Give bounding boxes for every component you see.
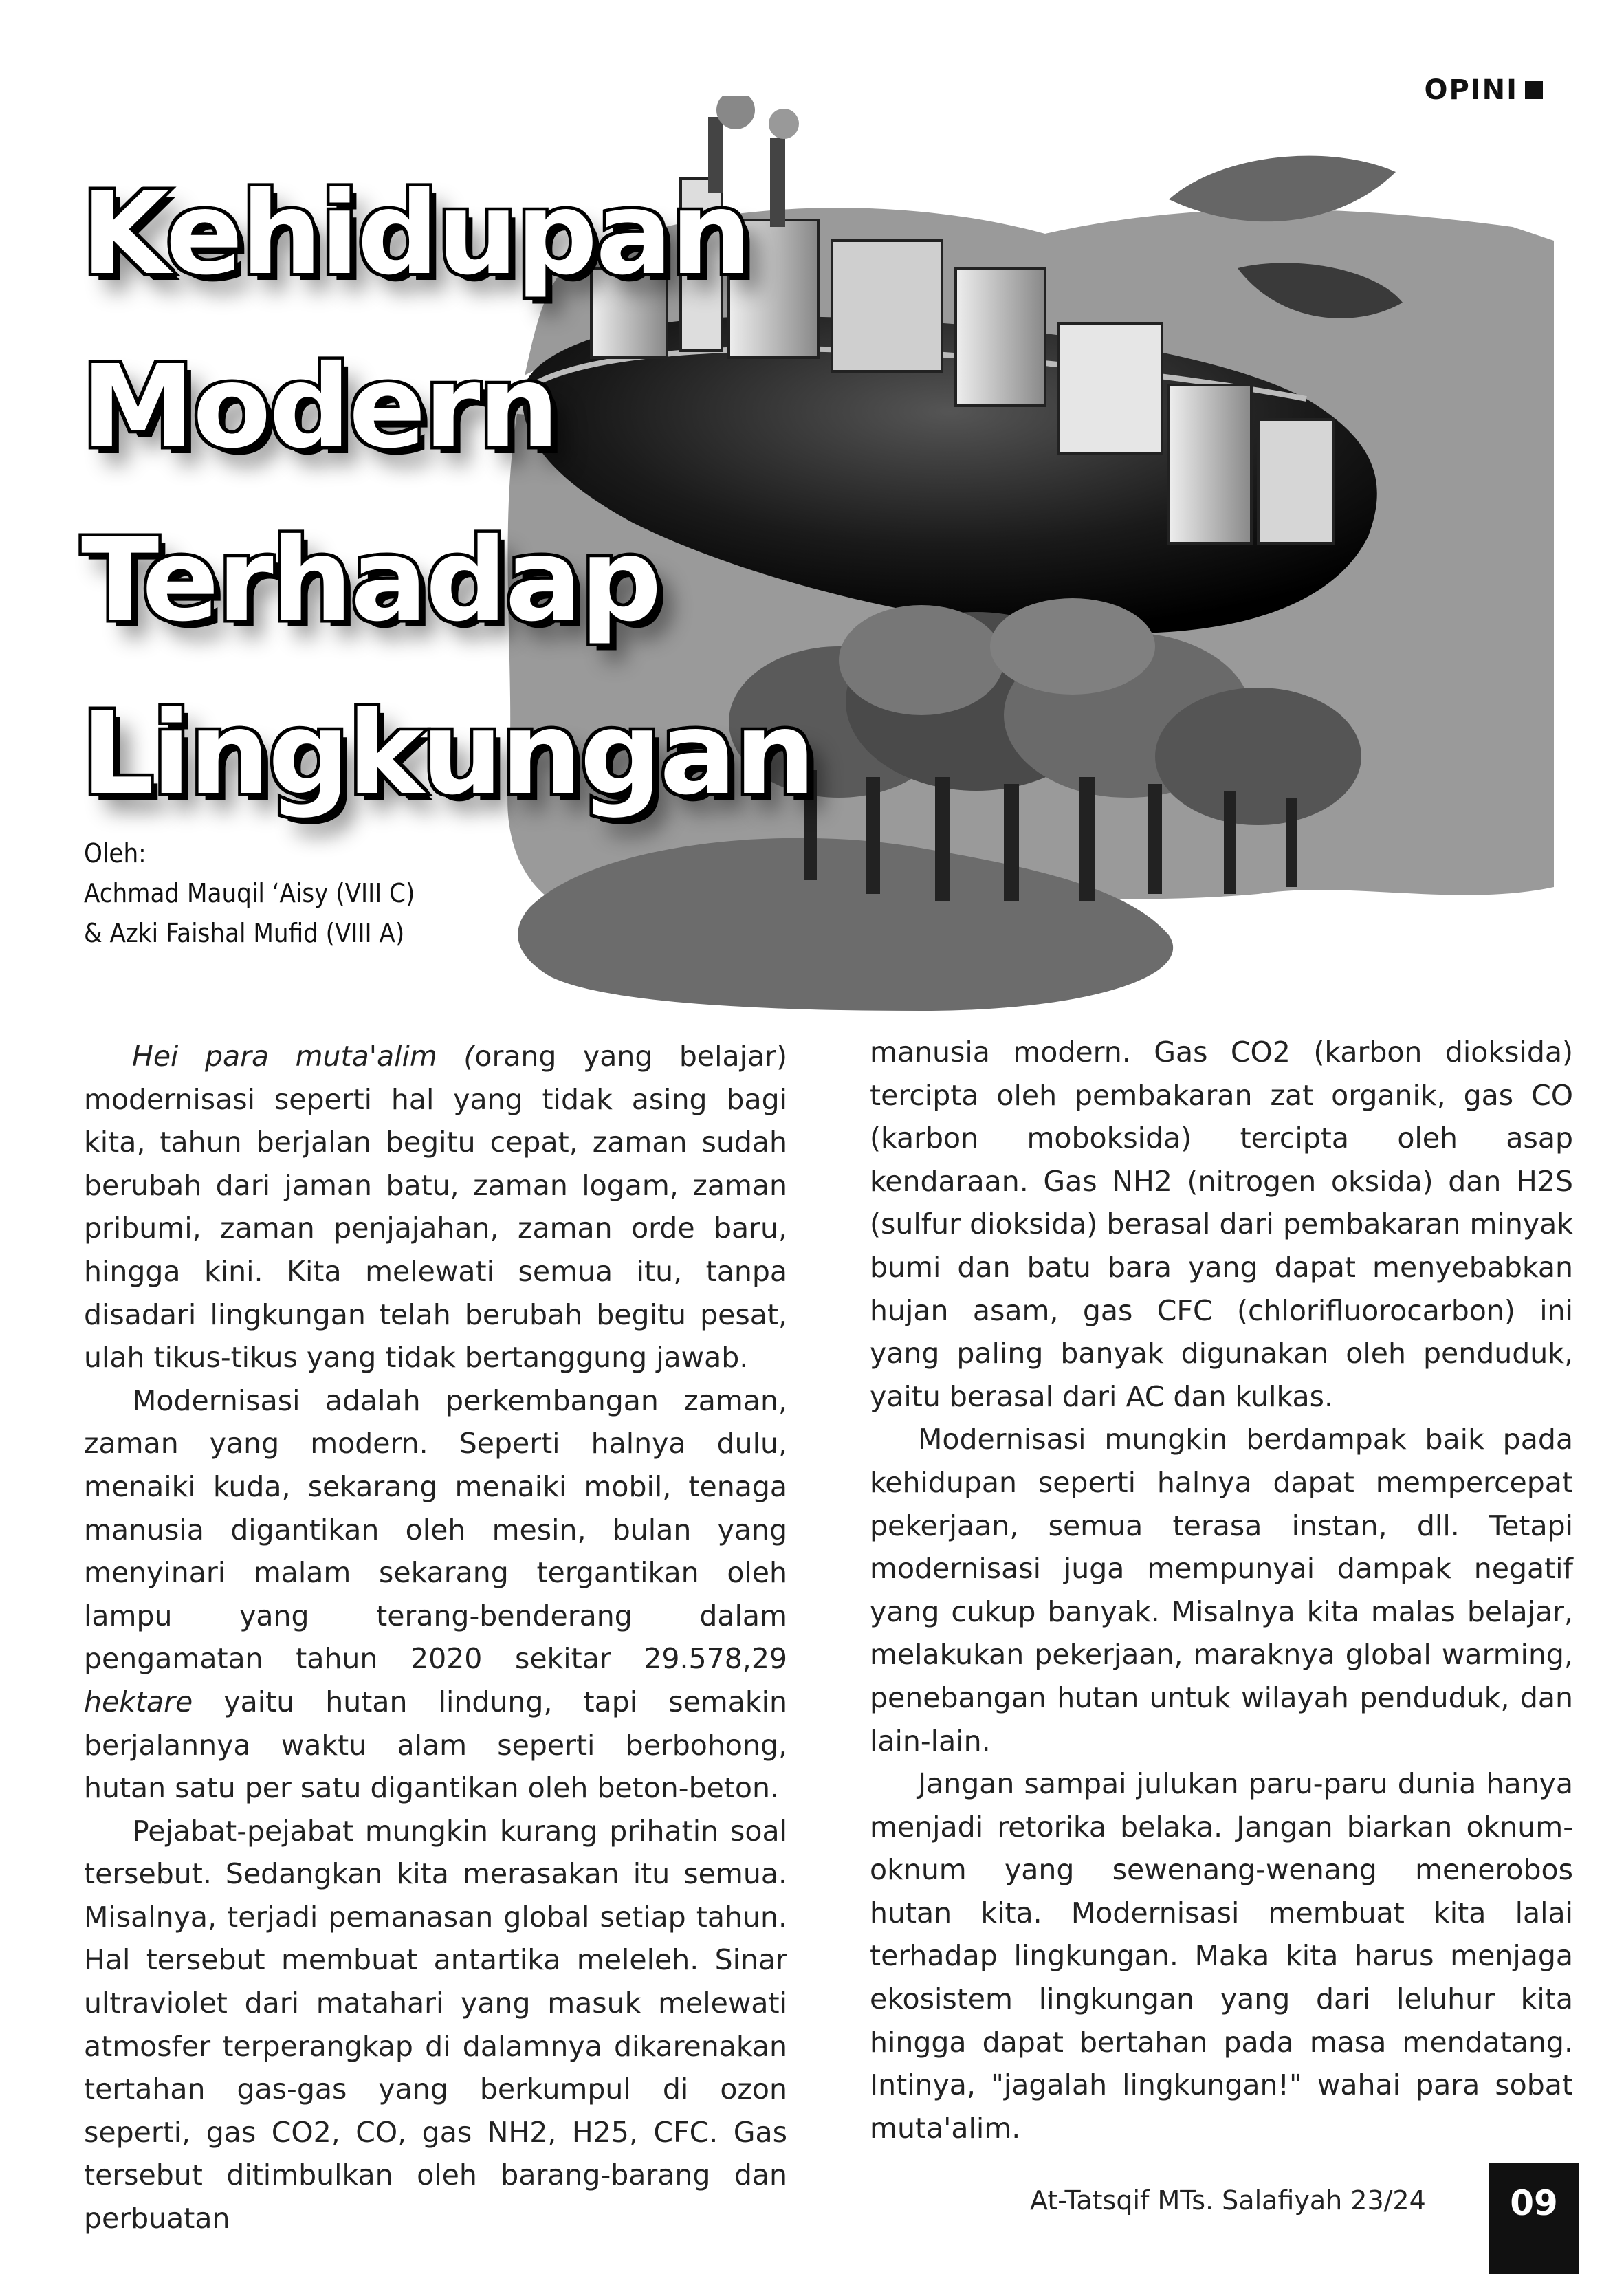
paragraph: Jangan sampai julukan paru-paru dunia hanya menjadi retorika belaka. Jangan biarkan oknum-oknum yang sewenang-wenang menerobos hutan kita. Modernisasi membuat kita lalai terhadap lingkungan. Maka kita harus menjaga ekosistem lingkungan yang dari leluhur kita hingga dapat bertahan pada masa mendatang. Intinya, "jagalah lingkungan!" wahai para sobat muta'alim. — [870, 1767, 1573, 2145]
title-line-3: Terhadap — [81, 514, 660, 647]
article-column-1 — [84, 1035, 787, 2240]
paragraph — [84, 1379, 787, 1810]
section-label-text: OPINI — [1424, 74, 1518, 106]
byline — [84, 833, 415, 953]
title-line-1: Kehidupan — [81, 168, 750, 300]
article-column-2 — [870, 1031, 1573, 2150]
paragraph: Pejabat-pejabat mungkin kurang prihatin soal tersebut. Sedangkan kita merasakan itu semua. Misalnya, terjadi pemanasan global setiap tahun. Hal tersebut membuat antartika meleleh. Sinar ultraviolet dari matahari yang masuk melewati atmosfer terperangkap di dalamnya dikarenakan tertahan gas-gas yang berkumpul di ozon seperti, gas CO2, CO, gas NH2, H25, CFC. Gas tersebut ditimbulkan oleh barang-barang dan perbuatan — [84, 1814, 787, 2235]
paragraph-text: orang yang belajar) modernisasi seperti hal yang tidak asing bagi kita, tahun berjalan begitu cepat, zaman sudah berubah dari jaman batu, zaman logam, zaman pribumi, zaman penjajahan, zaman orde baru, hingga kini. Kita melewati semua itu, tanpa disadari lingkungan telah berubah begitu pesat, ulah tikus-tikus yang tidak bertanggung jawab. — [84, 1040, 787, 1375]
page-number: 09 — [1489, 2163, 1579, 2274]
byline-prefix: Oleh: — [84, 838, 146, 868]
paragraph — [84, 1035, 787, 1379]
byline-author-1: Achmad Mauqil ‘Aisy (VIII C) — [84, 878, 415, 908]
title-line-2: Modern — [81, 341, 558, 474]
paragraph: manusia modern. Gas CO2 (karbon dioksida) tercipta oleh pembakaran zat organik, gas CO (karbon moboksida) tercipta oleh asap kendaraan. Gas NH2 (nitrogen oksida) dan H2S (sulfur dioksida) berasal dari pembakaran minyak bumi dan batu bara yang dapat menyebabkan hujan asam, gas CFC (chlorifluorocarbon) ini yang paling banyak digunakan oleh penduduk, yaitu berasal dari AC dan kulkas. — [870, 1036, 1573, 1413]
paragraph-text: yaitu hutan lindung, tapi semakin berjalannya waktu alam seperti berbohong, hutan satu per satu digantikan oleh beton-beton. — [84, 1685, 787, 1805]
paragraph-text: Modernisasi adalah perkembangan zaman, zaman yang modern. Seperti halnya dulu, menaiki kuda, sekarang menaiki mobil, tenaga manusia digantikan oleh mesin, bulan yang menyinari malam sekarang tergantikan oleh lampu yang terang-benderang dalam pengamatan tahun 2020 sekitar 29.578,29 — [84, 1384, 787, 1676]
publication-footer: At-Tatsqif MTs. Salafiyah 23/24 — [1030, 2185, 1426, 2216]
article-title — [81, 148, 813, 841]
paragraph: Modernisasi mungkin berdampak baik pada kehidupan seperti halnya dapat mempercepat pekerjaan, semua terasa instan, dll. Tetapi modernisasi juga mempunyai dampak negatif yang cukup banyak. Misalnya kita malas belajar, melakukan pekerjaan, maraknya global warming, penebangan hutan untuk wilayah penduduk, dan lain-lain. — [870, 1423, 1573, 1758]
title-line-4: Lingkungan — [81, 688, 814, 820]
italic-term: hektare — [84, 1685, 193, 1718]
italic-intro: Hei para muta'alim ( — [132, 1040, 475, 1073]
byline-author-2: & Azki Faishal Mufid (VIII A) — [84, 918, 405, 948]
leaf-1 — [1169, 156, 1396, 222]
